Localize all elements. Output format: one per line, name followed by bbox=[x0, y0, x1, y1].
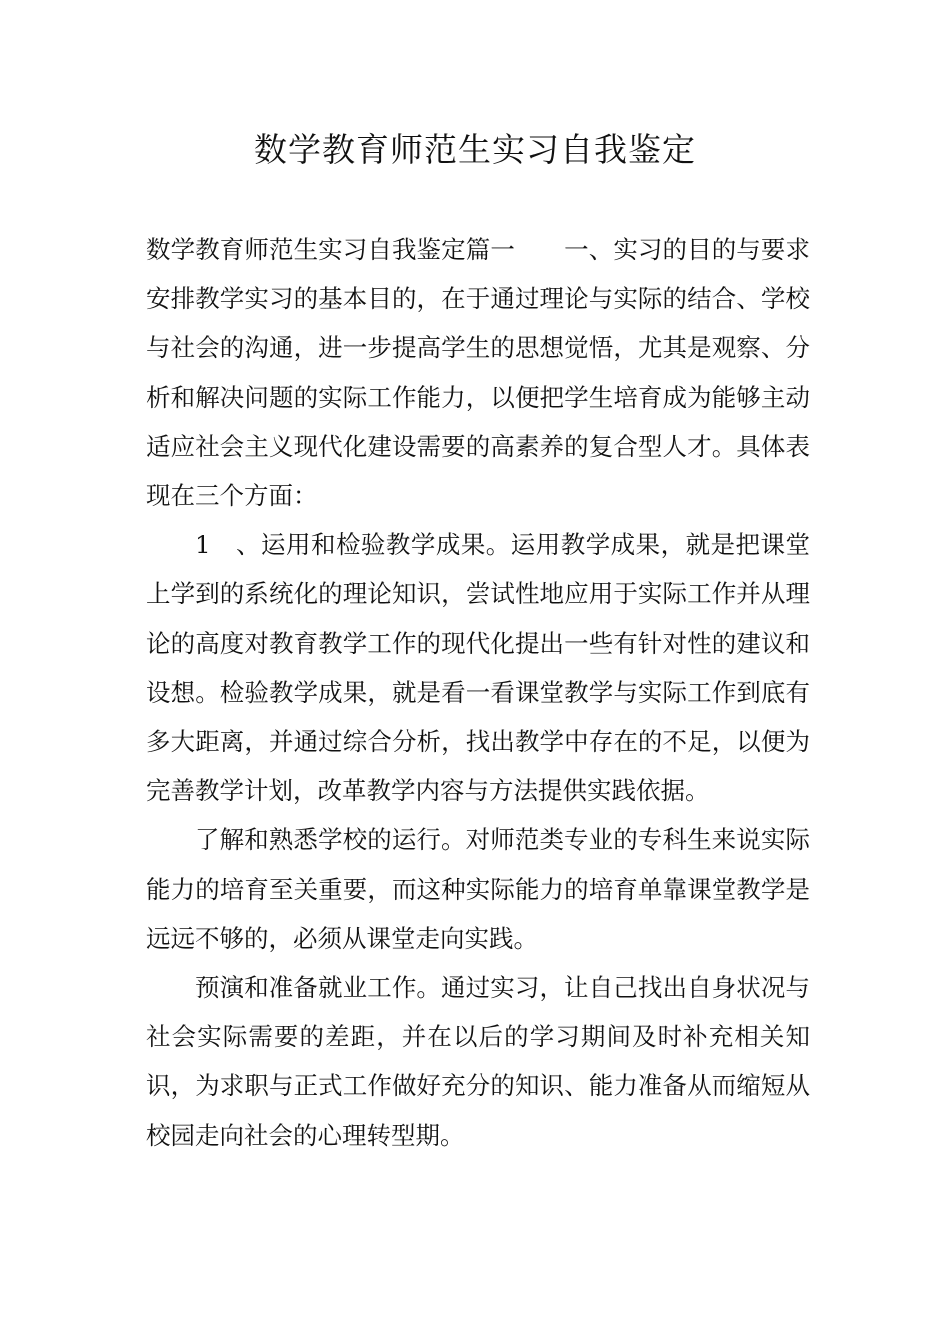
paragraph-intro: 数学教育师范生实习自我鉴定篇一 一、实习的目的与要求安排教学实习的基本目的，在于通过理论与实际的结合、学校与社会的沟通，进一步提高学生的思想觉悟，尤其是观察、分析和解决问题的实际工作能力，以便把学生培育成为能够主动适应社会主义现代化建设需要的高素养的复合型人才。具体表现在三个方面： bbox=[146, 235, 810, 511]
paragraph-point-1: 1 、运用和检验教学成果。运用教学成果，就是把课堂上学到的系统化的理论知识，尝试性地应用于实际工作并从理论的高度对教育教学工作的现代化提出一些有针对性的建议和设想。检验教学成果，就是看一看课堂教学与实际工作到底有多大距离，并通过综合分析，找出教学中存在的不足，以便为完善教学计划，改革教学内容与方法提供实践依据。 bbox=[146, 530, 810, 806]
paragraph-point-2: 了解和熟悉学校的运行。对师范类专业的专科生来说实际能力的培育至关重要，而这种实际能力的培育单靠课堂教学是远远不够的，必须从课堂走向实践。 bbox=[146, 825, 810, 953]
paragraph-point-3: 预演和准备就业工作。通过实习，让自己找出自身状况与社会实际需要的差距，并在以后的学习期间及时补充相关知识，为求职与正式工作做好充分的知识、能力准备从而缩短从校园走向社会的心理转型期。 bbox=[146, 973, 810, 1150]
document-body bbox=[146, 225, 810, 1160]
document-title: 数学教育师范生实习自我鉴定 bbox=[254, 130, 696, 169]
